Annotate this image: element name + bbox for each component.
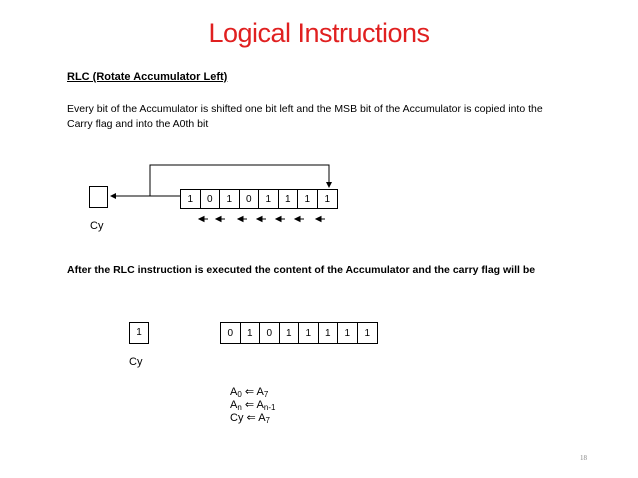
section-heading: RLC (Rotate Accumulator Left) xyxy=(67,71,228,83)
page-number: 18 xyxy=(580,454,587,462)
bit-cell: 1 xyxy=(241,323,261,343)
carry-label-before: Cy xyxy=(90,220,104,232)
bit-cell: 1 xyxy=(319,323,339,343)
bit-cell: 1 xyxy=(298,190,318,208)
bit-cell: 1 xyxy=(181,190,201,208)
bit-cell: 1 xyxy=(220,190,240,208)
bit-cell: 1 xyxy=(259,190,279,208)
bit-cell: 1 xyxy=(280,323,300,343)
bit-cell: 0 xyxy=(240,190,260,208)
bit-cell: 0 xyxy=(221,323,241,343)
bit-cell: 1 xyxy=(364,327,371,339)
result-description: After the RLC instruction is executed the content of the Accumulator and the carry flag will be xyxy=(67,264,536,276)
bit-cell: 1 xyxy=(299,323,319,343)
description-text: Every bit of the Accumulator is shifted one bit left and the MSB bit of the Accumulator is copied into the Carry flag and into the A0th bit xyxy=(67,103,543,130)
msb-to-a0-arrow xyxy=(150,165,329,196)
bit-cell: 1 xyxy=(338,323,358,343)
shift-left-arrows xyxy=(199,217,325,222)
accumulator-after xyxy=(220,322,378,344)
bit-cell: 0 xyxy=(201,190,221,208)
equation-cy: Cy ⇐ $A_7$ xyxy=(230,412,270,425)
carry-flag-box-after: 1 xyxy=(129,322,149,344)
bit-cell: 0 xyxy=(260,323,280,343)
bit-cell: 1 xyxy=(279,190,299,208)
equation-a0: $A_0$ ⇐ $A_7$ xyxy=(230,386,269,399)
bit-cell: 1 xyxy=(324,193,331,205)
carry-label-after: Cy xyxy=(129,356,143,368)
equation-an: $A_n$ ⇐ $A_{n-1}$ xyxy=(230,399,276,412)
slide-title: Logical Instructions xyxy=(208,18,430,48)
